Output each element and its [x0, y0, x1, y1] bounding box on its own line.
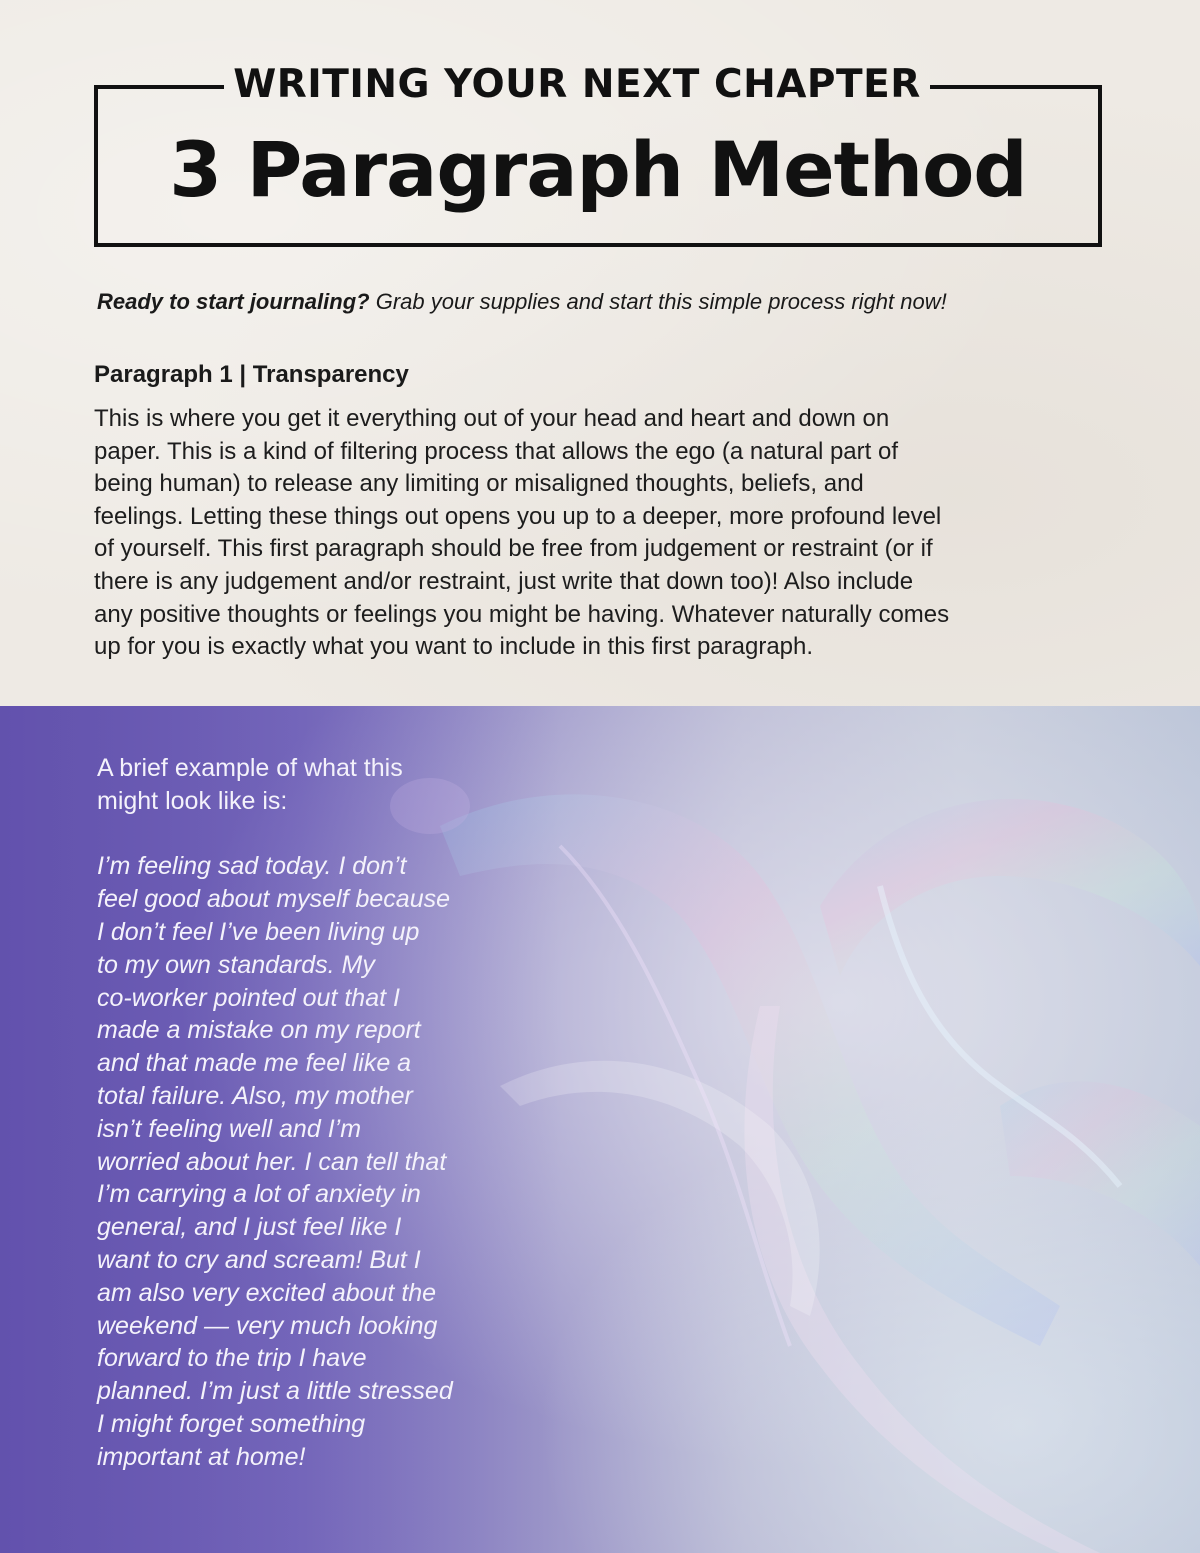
- example-quote-line: co-worker pointed out that I: [97, 983, 400, 1012]
- example-lead: [97, 752, 517, 818]
- paragraph1-line: any positive thoughts or feelings you might be having. Whatever naturally comes: [94, 600, 950, 628]
- example-quote-line: forward to the trip I have: [97, 1344, 367, 1373]
- paragraph1-line: of yourself. This first paragraph should be free from judgement or restraint (or if: [94, 535, 933, 563]
- paragraph1-line: being human) to release any limiting or misaligned thoughts, beliefs, and: [94, 470, 864, 498]
- title-frame-top-right: [930, 85, 1102, 89]
- intro-rest: Grab your supplies and start this simple process right now!: [369, 289, 947, 314]
- example-quote-line: important at home!: [97, 1442, 306, 1471]
- example-quote-line: I’m carrying a lot of anxiety in: [97, 1180, 421, 1209]
- paragraph1-line: feelings. Letting these things out opens you up to a deeper, more profound level: [94, 502, 942, 530]
- example-quote-line: general, and I just feel like I: [97, 1213, 402, 1242]
- example-quote-line: I don’t feel I’ve been living up: [97, 917, 420, 946]
- paragraph1-line: paper. This is a kind of filtering process that allows the ego (a natural part of: [94, 437, 898, 465]
- paragraph1-body: [94, 403, 1094, 664]
- example-quote-line: to my own standards. My: [97, 950, 375, 979]
- example-quote-line: I might forget something: [97, 1409, 366, 1438]
- example-quote-line: weekend — very much looking: [97, 1311, 438, 1340]
- paragraph1-heading: Paragraph 1 | Transparency: [94, 361, 409, 388]
- example-quote-line: am also very excited about the: [97, 1278, 437, 1307]
- example-lead-line: A brief example of what this: [97, 754, 403, 782]
- example-quote: [97, 850, 517, 1473]
- page-title: 3 Paragraph Method: [169, 125, 1027, 214]
- paragraph1-line: there is any judgement and/or restraint, just write that down too)! Also include: [94, 567, 914, 595]
- example-quote-line: I’m feeling sad today. I don’t: [97, 852, 407, 881]
- example-quote-line: worried about her. I can tell that: [97, 1147, 447, 1176]
- paragraph1-line: up for you is exactly what you want to include in this first paragraph.: [94, 633, 814, 661]
- example-quote-line: isn’t feeling well and I’m: [97, 1114, 362, 1143]
- intro-question: Ready to start journaling?: [97, 289, 370, 314]
- example-quote-line: and that made me feel like a: [97, 1049, 412, 1078]
- example-lead-line: might look like is:: [97, 786, 288, 815]
- title-frame-top-left: [94, 85, 224, 89]
- paragraph1-line: This is where you get it everything out of your head and heart and down on: [94, 405, 890, 432]
- intro-line: [97, 286, 1107, 318]
- example-quote-line: feel good about myself because: [97, 885, 451, 914]
- example-quote-line: total failure. Also, my mother: [97, 1081, 413, 1110]
- example-quote-line: want to cry and scream! But I: [97, 1245, 421, 1274]
- example-block: [97, 752, 517, 1474]
- example-quote-line: planned. I’m just a little stressed: [97, 1377, 453, 1406]
- page-kicker: WRITING YOUR NEXT CHAPTER: [233, 62, 921, 107]
- example-quote-line: made a mistake on my report: [97, 1016, 421, 1045]
